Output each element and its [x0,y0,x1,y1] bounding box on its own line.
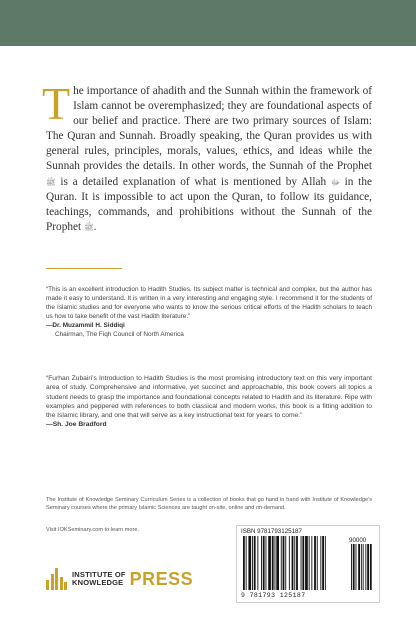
minaret-logo-icon [46,568,68,590]
salutation-ligature-icon: ﷺ [46,177,56,187]
quote-text: “Furhan Zubairi’s Introduction to Hadith Studies is the most promising introductory text on this very important area of study. Comprehensive and informative, yet succinct and approachable, this book covers all topics a student needs to grasp the importance and foundational concepts related to Hadith and its literature. Ripe with examples and peppered with references to both classical and modern works, this book is a fitting addition to the Islamic library, and one that will serve as a key instructional text for years to come.” [46,375,372,420]
publisher-logo [46,568,193,590]
intro-text-4: . [93,221,97,234]
quote-text: “This is an excellent introduction to Hadith Studies. Its subject matter is technical and complex, but the author has made it easy to understand. It is written in a very interesting and engaging style. I recommend it for the students of the Islamic studies and for everyone who wants to know the serious critical efforts of the Hadith scholars to teach us how to take benefit of the vast Hadith literature.” [46,286,372,320]
price-addon-label: 90000 [349,537,367,544]
intro-text-3: in the Quran. It is impossible to act upon the Quran, to follow its guidance, teachings, commands, and prohibitions without the Sunnah of the Prophet [46,175,372,234]
quote-author-role: Chairman, The Fiqh Council of North America [55,330,184,338]
isbn-barcode [236,525,380,603]
endorsement-quote [46,374,372,430]
barcode-digits: 9 781793 125187 [241,592,306,599]
logo-line-2: KNOWLEDGE [72,578,124,587]
section-divider [46,268,122,269]
intro-text-1: he importance of ahadith and the Sunnah within the framework of Islam cannot be overemphasized; they are foundational aspects of our belief and practice. There are two primary sources of Islam: The Quran and Sunnah. Broadly speaking, the Quran provides us with general rules, principles, morals, values, ethics, and ideas while the Sunnah provides the details. In other words, the Sunnah of the Prophet [46,85,372,173]
logo-wordmark [72,571,126,588]
top-color-band [0,0,416,46]
isbn-label: ISBN 9781793125187 [241,528,302,535]
logo-line-1: INSTITUTE OF [72,569,126,579]
series-note: The Institute of Knowledge Seminary Curriculum Series is a collection of books that go hand in hand with Institute of Knowledge’s Seminary courses where the primary Islamic Sciences are taught on-site, online and on-demand. [46,497,372,511]
barcode-bars [241,536,375,592]
logo-press-word: PRESS [129,568,194,589]
intro-paragraph [42,78,372,235]
drop-cap: T [42,78,71,129]
intro-text-2: is a detailed explanation of what is mentioned by Allah [60,175,327,188]
salutation-ligature-icon: ﷺ [83,222,94,232]
website-note: Visit IOKSeminary.com to learn more. [46,527,140,533]
quote-author: —Sh. Joe Bradford [46,421,107,429]
quote-author: —Dr. Muzammil H. Siddiqi [46,321,125,329]
endorsement-quote [46,286,372,339]
glorification-ligature-icon: ﷻ [330,177,340,187]
